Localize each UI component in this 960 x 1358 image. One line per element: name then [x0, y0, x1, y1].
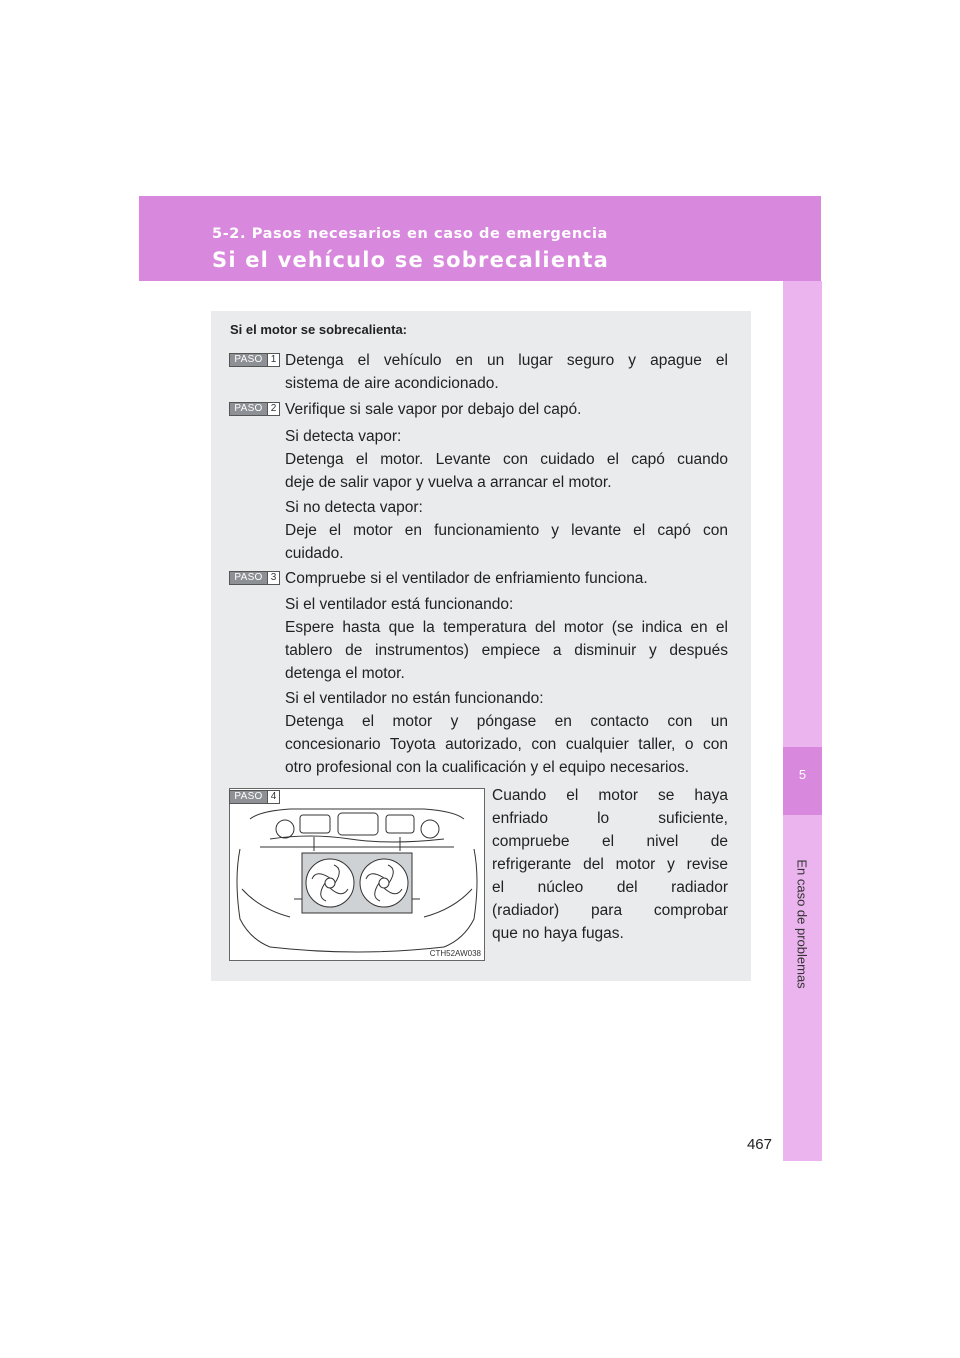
step-3-case-1-line-1: Espere hasta que la temperatura del motor (se indica en el — [285, 619, 728, 636]
step-4-line-3: compruebe el nivel de — [492, 833, 728, 850]
step-badge-1 — [229, 353, 280, 367]
chapter-side-tab — [783, 281, 822, 1161]
step-2-line-1: Verifique si sale vapor por debajo del capó. — [285, 401, 582, 418]
step-3-line-1: Compruebe si el ventilador de enfriamiento funciona. — [285, 570, 648, 587]
step-badge-word: PASO — [234, 572, 263, 583]
page-number: 467 — [746, 1136, 772, 1153]
chapter-number: 5 — [798, 767, 807, 782]
step-3-case-2-line-1: Detenga el motor y póngase en contacto con un — [285, 713, 728, 730]
step-1-line-2: sistema de aire acondicionado. — [285, 375, 499, 392]
step-badge-number: 4 — [267, 791, 279, 803]
page-title: Si el vehículo se sobrecalienta — [212, 248, 610, 272]
engine-bay-drawing — [230, 789, 484, 960]
step-2-case-1-line-2: deje de salir vapor y vuelva a arrancar el motor. — [285, 474, 612, 491]
step-3-case-2-line-2: concesionario Toyota autorizado, con cualquier taller, o con — [285, 736, 728, 753]
step-3-case-1-line-2: tablero de instrumentos) empiece a disminuir y después — [285, 642, 728, 659]
procedure-box — [211, 311, 751, 981]
step-2-case-2-line-2: cuidado. — [285, 545, 344, 562]
step-badge-word: PASO — [234, 791, 263, 802]
procedure-title: Si el motor se sobrecalienta: — [230, 322, 408, 337]
chapter-title: En caso de problemas — [794, 859, 810, 989]
step-3-case-2-heading: Si el ventilador no están funcionando: — [285, 690, 544, 707]
section-label: 5-2. Pasos necesarios en caso de emergencia — [212, 226, 608, 242]
step-badge-number: 3 — [267, 572, 279, 584]
step-3-case-1-heading: Si el ventilador está funcionando: — [285, 596, 514, 613]
step-badge-3 — [229, 571, 280, 585]
step-2-case-2-heading: Si no detecta vapor: — [285, 499, 423, 516]
step-1-line-1: Detenga el vehículo en un lugar seguro y apague el — [285, 352, 728, 369]
step-badge-4 — [229, 790, 280, 804]
engine-radiator-illustration — [229, 788, 485, 961]
step-3-case-1-line-3: detenga el motor. — [285, 665, 405, 682]
step-3-case-2-line-3: otro profesional con la cualificación y el equipo necesarios. — [285, 759, 690, 776]
step-4-line-7: que no haya fugas. — [492, 925, 624, 942]
chapter-tab-active[interactable] — [783, 747, 822, 815]
step-4-line-4: refrigerante del motor y revise — [492, 856, 728, 873]
step-badge-number: 1 — [267, 354, 279, 366]
step-4-line-1: Cuando el motor se haya — [492, 787, 728, 804]
step-badge-2 — [229, 402, 280, 416]
step-2-case-1-heading: Si detecta vapor: — [285, 428, 402, 445]
step-4-line-6: (radiador) para comprobar — [492, 902, 728, 919]
step-badge-number: 2 — [267, 403, 279, 415]
step-4-line-5: el núcleo del radiador — [492, 879, 728, 896]
illustration-code: CTH52AW038 — [429, 949, 481, 958]
step-2-case-2-line-1: Deje el motor en funcionamiento y levante el capó con — [285, 522, 728, 539]
step-4-line-2: enfriado lo suficiente, — [492, 810, 728, 827]
step-badge-word: PASO — [234, 403, 263, 414]
step-2-case-1-line-1: Detenga el motor. Levante con cuidado el capó cuando — [285, 451, 728, 468]
page-header — [139, 196, 821, 281]
step-badge-word: PASO — [234, 354, 263, 365]
